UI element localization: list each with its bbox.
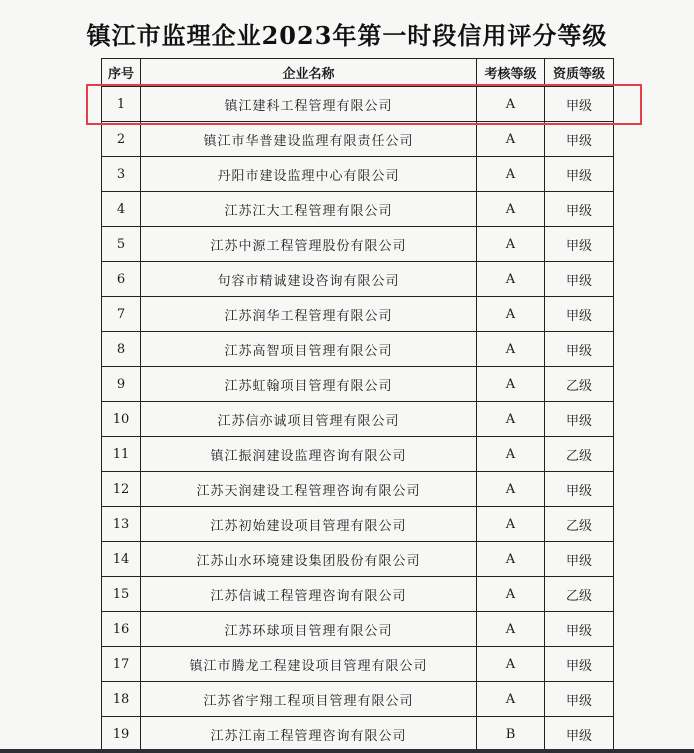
cell-qualification-grade: 甲级 xyxy=(545,542,614,577)
table-row xyxy=(102,682,614,717)
cell-qualification-grade: 乙级 xyxy=(545,577,614,612)
cell-qualification-grade: 甲级 xyxy=(545,122,614,157)
cell-seq: 3 xyxy=(102,157,141,192)
rating-table xyxy=(101,58,614,752)
cell-qualification-grade: 甲级 xyxy=(545,647,614,682)
table-row xyxy=(102,157,614,192)
cell-seq: 8 xyxy=(102,332,141,367)
cell-assessment-grade: A xyxy=(477,87,545,122)
cell-qualification-grade: 甲级 xyxy=(545,192,614,227)
header-assessment: 考核等级 xyxy=(477,59,545,87)
cell-company-name: 江苏江南工程管理咨询有限公司 xyxy=(141,717,477,752)
cell-qualification-grade: 甲级 xyxy=(545,262,614,297)
cell-seq: 5 xyxy=(102,227,141,262)
table-row xyxy=(102,612,614,647)
cell-assessment-grade: A xyxy=(477,682,545,717)
header-qualification: 资质等级 xyxy=(545,59,614,87)
cell-qualification-grade: 甲级 xyxy=(545,682,614,717)
cell-assessment-grade: A xyxy=(477,192,545,227)
cell-seq: 11 xyxy=(102,437,141,472)
cell-seq: 19 xyxy=(102,717,141,752)
cell-qualification-grade: 甲级 xyxy=(545,717,614,752)
cell-assessment-grade: A xyxy=(477,157,545,192)
cell-seq: 4 xyxy=(102,192,141,227)
cell-qualification-grade: 乙级 xyxy=(545,507,614,542)
cell-assessment-grade: A xyxy=(477,647,545,682)
table-row xyxy=(102,507,614,542)
table-row xyxy=(102,122,614,157)
cell-seq: 15 xyxy=(102,577,141,612)
cell-assessment-grade: A xyxy=(477,542,545,577)
cell-qualification-grade: 乙级 xyxy=(545,437,614,472)
cell-company-name: 江苏山水环境建设集团股份有限公司 xyxy=(141,542,477,577)
cell-qualification-grade: 甲级 xyxy=(545,297,614,332)
cell-seq: 10 xyxy=(102,402,141,437)
cell-company-name: 镇江市华普建设监理有限责任公司 xyxy=(141,122,477,157)
cell-company-name: 江苏初始建设项目管理有限公司 xyxy=(141,507,477,542)
cell-assessment-grade: B xyxy=(477,717,545,752)
cell-assessment-grade: A xyxy=(477,577,545,612)
cell-assessment-grade: A xyxy=(477,367,545,402)
cell-assessment-grade: A xyxy=(477,297,545,332)
cell-seq: 7 xyxy=(102,297,141,332)
table-row xyxy=(102,332,614,367)
cell-seq: 6 xyxy=(102,262,141,297)
cell-company-name: 江苏环球项目管理有限公司 xyxy=(141,612,477,647)
cell-company-name: 丹阳市建设监理中心有限公司 xyxy=(141,157,477,192)
cell-company-name: 江苏信诚工程管理咨询有限公司 xyxy=(141,577,477,612)
cell-assessment-grade: A xyxy=(477,507,545,542)
table-row xyxy=(102,437,614,472)
header-seq: 序号 xyxy=(102,59,141,87)
cell-seq: 18 xyxy=(102,682,141,717)
page-title: 镇江市监理企业2023年第一时段信用评分等级 xyxy=(86,21,608,50)
cell-seq: 9 xyxy=(102,367,141,402)
cell-company-name: 江苏信亦诚项目管理有限公司 xyxy=(141,402,477,437)
cell-assessment-grade: A xyxy=(477,332,545,367)
cell-qualification-grade: 甲级 xyxy=(545,472,614,507)
cell-company-name: 镇江市腾龙工程建设项目管理有限公司 xyxy=(141,647,477,682)
table-body xyxy=(102,87,614,752)
cell-assessment-grade: A xyxy=(477,262,545,297)
cell-seq: 1 xyxy=(102,87,141,122)
cell-qualification-grade: 甲级 xyxy=(545,227,614,262)
table-row xyxy=(102,577,614,612)
cell-company-name: 江苏高智项目管理有限公司 xyxy=(141,332,477,367)
cell-qualification-grade: 甲级 xyxy=(545,87,614,122)
cell-company-name: 江苏虹翰项目管理有限公司 xyxy=(141,367,477,402)
header-name: 企业名称 xyxy=(141,59,477,87)
cell-assessment-grade: A xyxy=(477,437,545,472)
cell-seq: 13 xyxy=(102,507,141,542)
table-row xyxy=(102,647,614,682)
table-row xyxy=(102,297,614,332)
cell-company-name: 江苏天润建设工程管理咨询有限公司 xyxy=(141,472,477,507)
table-row xyxy=(102,402,614,437)
cell-seq: 16 xyxy=(102,612,141,647)
cell-company-name: 江苏省宇翔工程项目管理有限公司 xyxy=(141,682,477,717)
cell-qualification-grade: 乙级 xyxy=(545,367,614,402)
table-row xyxy=(102,472,614,507)
table-row xyxy=(102,367,614,402)
cell-seq: 14 xyxy=(102,542,141,577)
cell-assessment-grade: A xyxy=(477,472,545,507)
table-row xyxy=(102,87,614,122)
cell-company-name: 镇江振润建设监理咨询有限公司 xyxy=(141,437,477,472)
table-row xyxy=(102,227,614,262)
cell-seq: 2 xyxy=(102,122,141,157)
cell-qualification-grade: 甲级 xyxy=(545,332,614,367)
table-row xyxy=(102,717,614,752)
cell-company-name: 镇江建科工程管理有限公司 xyxy=(141,87,477,122)
table-row xyxy=(102,262,614,297)
cell-qualification-grade: 甲级 xyxy=(545,157,614,192)
table-row xyxy=(102,542,614,577)
cell-company-name: 句容市精诚建设咨询有限公司 xyxy=(141,262,477,297)
window-bottom-bar xyxy=(0,749,694,753)
cell-assessment-grade: A xyxy=(477,122,545,157)
cell-company-name: 江苏润华工程管理有限公司 xyxy=(141,297,477,332)
cell-qualification-grade: 甲级 xyxy=(545,612,614,647)
cell-assessment-grade: A xyxy=(477,402,545,437)
cell-assessment-grade: A xyxy=(477,227,545,262)
table-header-row xyxy=(102,59,614,87)
cell-qualification-grade: 甲级 xyxy=(545,402,614,437)
table-row xyxy=(102,192,614,227)
cell-company-name: 江苏江大工程管理有限公司 xyxy=(141,192,477,227)
cell-company-name: 江苏中源工程管理股份有限公司 xyxy=(141,227,477,262)
cell-seq: 17 xyxy=(102,647,141,682)
cell-seq: 12 xyxy=(102,472,141,507)
cell-assessment-grade: A xyxy=(477,612,545,647)
